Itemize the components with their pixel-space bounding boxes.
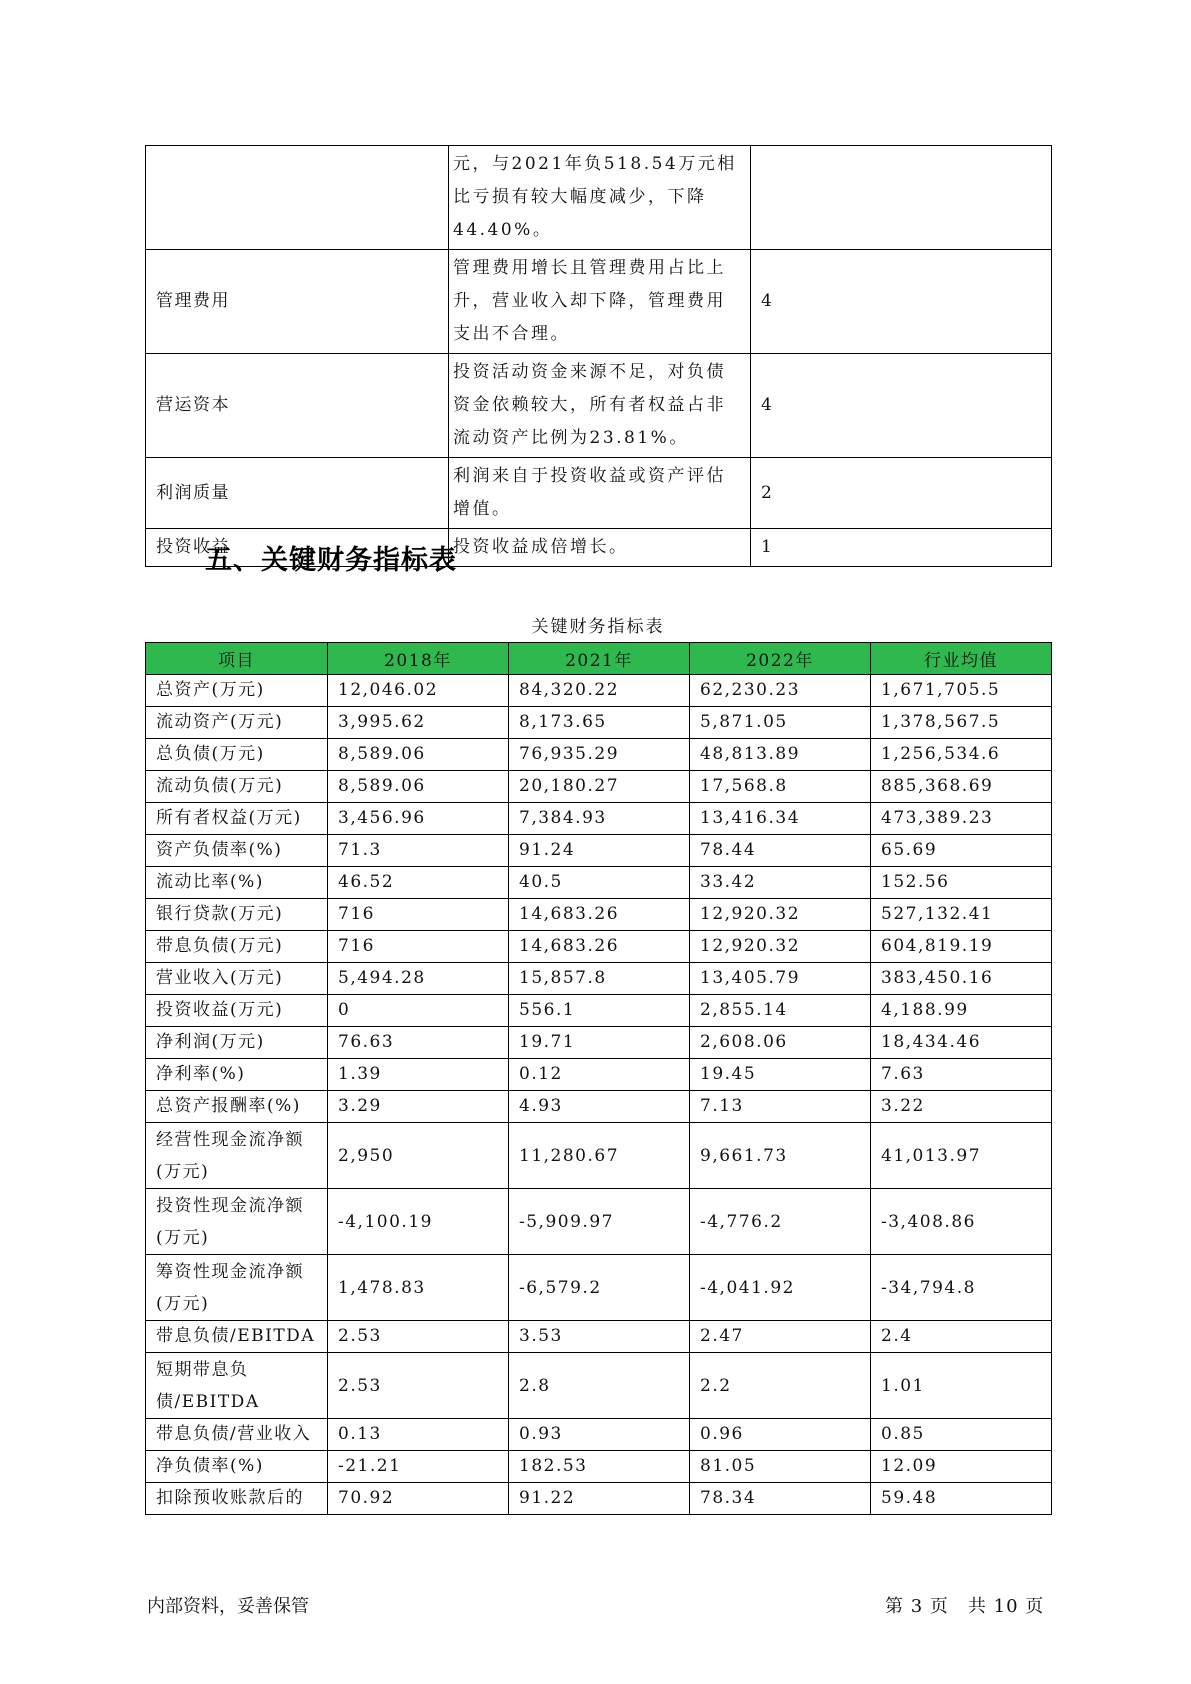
value-2021: 14,683.26 (509, 931, 690, 963)
row-label: 总负债(万元) (146, 739, 328, 771)
analysis-desc: 管理费用增长且管理费用占比上升，营业收入却下降，管理费用支出不合理。 (449, 250, 751, 354)
value-2018: 3,995.62 (328, 707, 509, 739)
value-2021: 7,384.93 (509, 803, 690, 835)
header-2018: 2018年 (328, 643, 509, 675)
table-row (146, 835, 1052, 867)
section-title: 五、关键财务指标表 (205, 545, 457, 576)
value-industry-avg: 473,389.23 (871, 803, 1052, 835)
value-industry-avg: 1,671,705.5 (871, 675, 1052, 707)
value-2022: 0.96 (690, 1419, 871, 1451)
value-2018: 8,589.06 (328, 739, 509, 771)
value-2021: 84,320.22 (509, 675, 690, 707)
analysis-score: 4 (751, 354, 1052, 458)
value-2021: 3.53 (509, 1321, 690, 1353)
value-2022: 33.42 (690, 867, 871, 899)
row-label: 净利润(万元) (146, 1027, 328, 1059)
table-row (146, 1419, 1052, 1451)
value-2021: 11,280.67 (509, 1123, 690, 1189)
key-table-body (146, 675, 1052, 1515)
value-2021: 2.8 (509, 1353, 690, 1419)
value-2018: -21.21 (328, 1451, 509, 1483)
analysis-desc: 利润来自于投资收益或资产评估增值。 (449, 458, 751, 529)
value-2022: 2.2 (690, 1353, 871, 1419)
key-table-header-row (146, 643, 1052, 675)
key-financial-table (145, 642, 1052, 1515)
table-row (146, 1321, 1052, 1353)
header-2021: 2021年 (509, 643, 690, 675)
analysis-item: 利润质量 (146, 458, 449, 529)
table-row (146, 899, 1052, 931)
value-industry-avg: 59.48 (871, 1483, 1052, 1515)
row-label: 经营性现金流净额(万元) (146, 1123, 328, 1189)
row-label: 银行贷款(万元) (146, 899, 328, 931)
value-2018: 0.13 (328, 1419, 509, 1451)
row-label: 筹资性现金流净额(万元) (146, 1255, 328, 1321)
value-industry-avg: 2.4 (871, 1321, 1052, 1353)
analysis-desc: 元，与2021年负518.54万元相比亏损有较大幅度减少，下降44.40%。 (449, 146, 751, 250)
table-row (146, 739, 1052, 771)
row-label: 净利率(%) (146, 1059, 328, 1091)
table-row (146, 1091, 1052, 1123)
table-row (146, 867, 1052, 899)
header-industry-avg: 行业均值 (871, 643, 1052, 675)
footer-confidential: 内部资料，妥善保管 (147, 1596, 309, 1617)
value-industry-avg: 527,132.41 (871, 899, 1052, 931)
analysis-row (146, 250, 1052, 354)
value-2018: 1.39 (328, 1059, 509, 1091)
value-2022: 81.05 (690, 1451, 871, 1483)
analysis-row (146, 354, 1052, 458)
value-2018: 2.53 (328, 1353, 509, 1419)
value-2021: 91.24 (509, 835, 690, 867)
value-2021: -5,909.97 (509, 1189, 690, 1255)
value-2018: -4,100.19 (328, 1189, 509, 1255)
value-2022: -4,776.2 (690, 1189, 871, 1255)
value-industry-avg: 3.22 (871, 1091, 1052, 1123)
row-label: 营业收入(万元) (146, 963, 328, 995)
value-industry-avg: 41,013.97 (871, 1123, 1052, 1189)
analysis-score (751, 146, 1052, 250)
table-row (146, 771, 1052, 803)
table-row (146, 1353, 1052, 1419)
table-row (146, 1255, 1052, 1321)
value-industry-avg: -3,408.86 (871, 1189, 1052, 1255)
row-label: 所有者权益(万元) (146, 803, 328, 835)
table-row (146, 803, 1052, 835)
value-2022: 2,855.14 (690, 995, 871, 1027)
value-2021: 556.1 (509, 995, 690, 1027)
value-2022: 17,568.8 (690, 771, 871, 803)
value-2021: -6,579.2 (509, 1255, 690, 1321)
value-industry-avg: 1,256,534.6 (871, 739, 1052, 771)
value-2018: 70.92 (328, 1483, 509, 1515)
value-2022: 5,871.05 (690, 707, 871, 739)
row-label: 短期带息负债/EBITDA (146, 1353, 328, 1419)
value-2018: 716 (328, 931, 509, 963)
table-row (146, 1059, 1052, 1091)
analysis-item: 管理费用 (146, 250, 449, 354)
value-2022: 9,661.73 (690, 1123, 871, 1189)
value-2018: 8,589.06 (328, 771, 509, 803)
value-2021: 0.12 (509, 1059, 690, 1091)
analysis-table-body (146, 146, 1052, 567)
value-2018: 3.29 (328, 1091, 509, 1123)
analysis-item: 投资收益 (146, 529, 449, 567)
value-industry-avg: 1.01 (871, 1353, 1052, 1419)
value-2021: 20,180.27 (509, 771, 690, 803)
value-2021: 4.93 (509, 1091, 690, 1123)
value-2021: 19.71 (509, 1027, 690, 1059)
value-2021: 91.22 (509, 1483, 690, 1515)
header-2022: 2022年 (690, 643, 871, 675)
value-2021: 15,857.8 (509, 963, 690, 995)
value-2022: 12,920.32 (690, 899, 871, 931)
value-2022: 13,416.34 (690, 803, 871, 835)
value-2018: 3,456.96 (328, 803, 509, 835)
value-2022: 48,813.89 (690, 739, 871, 771)
value-industry-avg: 4,188.99 (871, 995, 1052, 1027)
row-label: 总资产(万元) (146, 675, 328, 707)
row-label: 投资性现金流净额(万元) (146, 1189, 328, 1255)
analysis-desc: 投资活动资金来源不足，对负债资金依赖较大，所有者权益占非流动资产比例为23.81%。 (449, 354, 751, 458)
value-2022: 13,405.79 (690, 963, 871, 995)
table-row (146, 931, 1052, 963)
row-label: 资产负债率(%) (146, 835, 328, 867)
analysis-score: 2 (751, 458, 1052, 529)
value-industry-avg: -34,794.8 (871, 1255, 1052, 1321)
value-2018: 12,046.02 (328, 675, 509, 707)
value-2018: 716 (328, 899, 509, 931)
value-2018: 46.52 (328, 867, 509, 899)
header-item: 项目 (146, 643, 328, 675)
table-row (146, 675, 1052, 707)
row-label: 流动比率(%) (146, 867, 328, 899)
row-label: 带息负债/营业收入 (146, 1419, 328, 1451)
analysis-row (146, 146, 1052, 250)
row-label: 总资产报酬率(%) (146, 1091, 328, 1123)
value-2021: 40.5 (509, 867, 690, 899)
value-industry-avg: 18,434.46 (871, 1027, 1052, 1059)
value-industry-avg: 1,378,567.5 (871, 707, 1052, 739)
row-label: 带息负债/EBITDA (146, 1321, 328, 1353)
value-industry-avg: 152.56 (871, 867, 1052, 899)
value-industry-avg: 12.09 (871, 1451, 1052, 1483)
analysis-item (146, 146, 449, 250)
value-2021: 0.93 (509, 1419, 690, 1451)
value-industry-avg: 65.69 (871, 835, 1052, 867)
analysis-score: 1 (751, 529, 1052, 567)
value-2022: 2.47 (690, 1321, 871, 1353)
value-industry-avg: 885,368.69 (871, 771, 1052, 803)
table-row (146, 1483, 1052, 1515)
value-2022: 62,230.23 (690, 675, 871, 707)
value-2021: 8,173.65 (509, 707, 690, 739)
value-2018: 71.3 (328, 835, 509, 867)
table-caption: 关键财务指标表 (531, 617, 665, 637)
value-2018: 2,950 (328, 1123, 509, 1189)
analysis-score: 4 (751, 250, 1052, 354)
table-row (146, 1123, 1052, 1189)
value-2018: 0 (328, 995, 509, 1027)
table-row (146, 1189, 1052, 1255)
value-industry-avg: 383,450.16 (871, 963, 1052, 995)
table-row (146, 1027, 1052, 1059)
row-label: 流动负债(万元) (146, 771, 328, 803)
value-2022: 78.44 (690, 835, 871, 867)
table-row (146, 707, 1052, 739)
row-label: 流动资产(万元) (146, 707, 328, 739)
value-2018: 5,494.28 (328, 963, 509, 995)
value-2022: 2,608.06 (690, 1027, 871, 1059)
value-2018: 2.53 (328, 1321, 509, 1353)
value-2022: 78.34 (690, 1483, 871, 1515)
table-row (146, 963, 1052, 995)
analysis-row (146, 458, 1052, 529)
table-row (146, 995, 1052, 1027)
analysis-desc: 投资收益成倍增长。 (449, 529, 751, 567)
footer-page-number: 第 3 页 共 10 页 (885, 1596, 1045, 1617)
value-industry-avg: 604,819.19 (871, 931, 1052, 963)
value-2021: 76,935.29 (509, 739, 690, 771)
value-2022: 7.13 (690, 1091, 871, 1123)
analysis-table (145, 145, 1052, 567)
table-row (146, 1451, 1052, 1483)
value-2021: 182.53 (509, 1451, 690, 1483)
value-2022: 19.45 (690, 1059, 871, 1091)
row-label: 带息负债(万元) (146, 931, 328, 963)
row-label: 净负债率(%) (146, 1451, 328, 1483)
value-industry-avg: 7.63 (871, 1059, 1052, 1091)
value-2021: 14,683.26 (509, 899, 690, 931)
value-2022: 12,920.32 (690, 931, 871, 963)
value-2018: 76.63 (328, 1027, 509, 1059)
analysis-item: 营运资本 (146, 354, 449, 458)
value-2022: -4,041.92 (690, 1255, 871, 1321)
row-label: 扣除预收账款后的 (146, 1483, 328, 1515)
value-industry-avg: 0.85 (871, 1419, 1052, 1451)
row-label: 投资收益(万元) (146, 995, 328, 1027)
value-2018: 1,478.83 (328, 1255, 509, 1321)
